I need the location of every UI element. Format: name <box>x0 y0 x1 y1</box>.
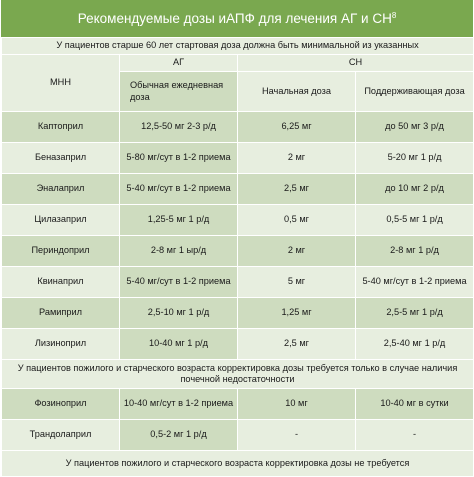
table-row <box>2 420 474 451</box>
header-ag: АГ <box>120 55 238 72</box>
table-row <box>2 329 474 360</box>
header-row-groups <box>2 55 474 72</box>
drug-name: Беназаприл <box>2 143 120 174</box>
note-mid: У пациентов пожилого и старческого возраста корректировка дозы требуется только в случае наличия почечной недостаточности <box>2 360 474 389</box>
sn-start-dose: 0,5 мг <box>238 205 356 236</box>
dosage-table <box>1 37 474 477</box>
sn-start-dose: 10 мг <box>238 389 356 420</box>
sn-maint-dose: 2,5-40 мг 1 р/д <box>356 329 474 360</box>
note-row-bottom <box>2 451 474 477</box>
sn-maint-dose: до 50 мг 3 р/д <box>356 112 474 143</box>
drug-name: Эналаприл <box>2 174 120 205</box>
note-bottom: У пациентов пожилого и старческого возраста корректировка дозы не требуется <box>2 451 474 477</box>
table-row <box>2 236 474 267</box>
title-footnote-mark: 8 <box>391 11 397 20</box>
table-row <box>2 143 474 174</box>
ag-dose: 0,5-2 мг 1 р/д <box>120 420 238 451</box>
sn-maint-dose: 2-8 мг 1 р/д <box>356 236 474 267</box>
table-title <box>1 0 473 37</box>
ag-dose: 5-40 мг/сут в 1-2 приема <box>120 267 238 298</box>
table-title-text: Рекомендуемые дозы иАПФ для лечения АГ и СН <box>77 11 392 26</box>
drug-name: Трандолаприл <box>2 420 120 451</box>
drug-name: Лизиноприл <box>2 329 120 360</box>
sn-start-dose: 2 мг <box>238 236 356 267</box>
table-row <box>2 112 474 143</box>
sn-maint-dose: 10-40 мг в сутки <box>356 389 474 420</box>
sn-maint-dose: 5-40 мг/сут в 1-2 приема <box>356 267 474 298</box>
sn-maint-dose: - <box>356 420 474 451</box>
note-row-mid <box>2 360 474 389</box>
table-row <box>2 389 474 420</box>
drug-name: Рамиприл <box>2 298 120 329</box>
ag-dose: 2,5-10 мг 1 р/д <box>120 298 238 329</box>
header-sn-maint-dose: Поддерживающая доза <box>356 72 474 112</box>
sn-maint-dose: до 10 мг 2 р/д <box>356 174 474 205</box>
table-row <box>2 205 474 236</box>
table-row <box>2 174 474 205</box>
ag-dose: 10-40 мг/сут в 1-2 приема <box>120 389 238 420</box>
header-sn: СН <box>238 55 474 72</box>
drug-name: Периндоприл <box>2 236 120 267</box>
note-top: У пациентов старше 60 лет стартовая доза должна быть минимальной из указанных <box>2 38 474 55</box>
drug-name: Фозиноприл <box>2 389 120 420</box>
sn-start-dose: 5 мг <box>238 267 356 298</box>
ag-dose: 5-80 мг/сут в 1-2 приема <box>120 143 238 174</box>
drug-name: Цилазаприл <box>2 205 120 236</box>
sn-start-dose: 1,25 мг <box>238 298 356 329</box>
sn-maint-dose: 5-20 мг 1 р/д <box>356 143 474 174</box>
drug-name: Каптоприл <box>2 112 120 143</box>
sn-start-dose: 2 мг <box>238 143 356 174</box>
sn-start-dose: 6,25 мг <box>238 112 356 143</box>
sn-maint-dose: 2,5-5 мг 1 р/д <box>356 298 474 329</box>
header-sn-start-dose: Начальная доза <box>238 72 356 112</box>
note-row-top <box>2 38 474 55</box>
table-row <box>2 298 474 329</box>
ag-dose: 10-40 мг 1 р/д <box>120 329 238 360</box>
drug-name: Квинаприл <box>2 267 120 298</box>
sn-start-dose: 2,5 мг <box>238 174 356 205</box>
ag-dose: 12,5-50 мг 2-3 р/д <box>120 112 238 143</box>
ag-dose: 5-40 мг/сут в 1-2 приема <box>120 174 238 205</box>
ag-dose: 2-8 мг 1 ыр/д <box>120 236 238 267</box>
ag-dose: 1,25-5 мг 1 р/д <box>120 205 238 236</box>
table-row <box>2 267 474 298</box>
header-mnn: МНН <box>2 55 120 112</box>
sn-maint-dose: 0,5-5 мг 1 р/д <box>356 205 474 236</box>
sn-start-dose: 2,5 мг <box>238 329 356 360</box>
sn-start-dose: - <box>238 420 356 451</box>
header-ag-usual-dose: Обычная ежедневная доза <box>120 72 238 112</box>
